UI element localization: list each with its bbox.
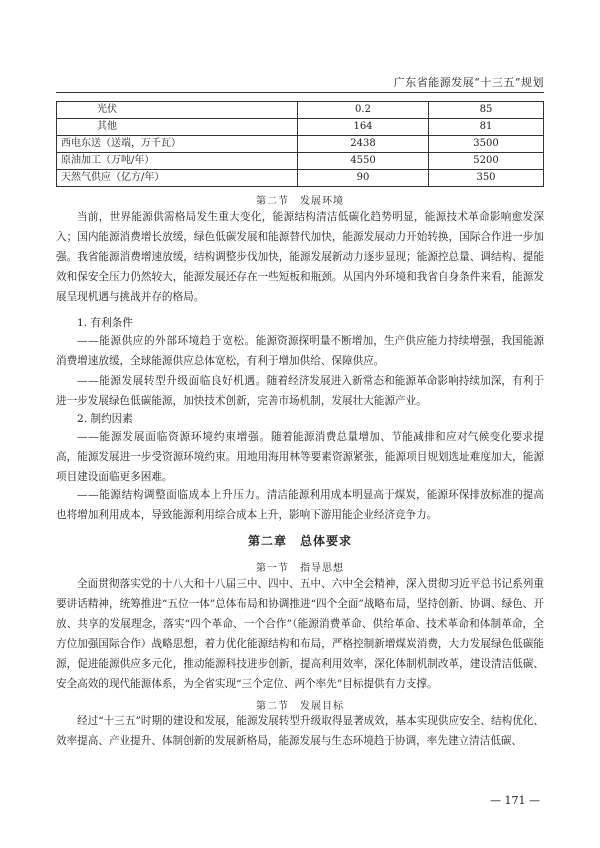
table-row: [57, 136, 544, 153]
paragraph-body: 随着能源消费总量增加、节能减排和应对气候变化要求提高，能源发展进一步受资源环境约束。用地用海用林等要素资源紧张，能源项目规划选址难度加大，能源项目建设面临更多困难。: [56, 431, 545, 483]
chapter-heading-overall-requirements: 第二章 总体要求: [247, 534, 352, 548]
section-heading-guiding-thought: 第一节 指导思想: [256, 563, 344, 574]
table-row: [57, 119, 544, 136]
subheading-constraints: 2. 制约因素: [77, 413, 133, 425]
table-cell-value-b: 5200: [429, 153, 544, 170]
paragraph-environment-intro: 当前，世界能源供需格局发生重大变化，能源结构清洁低碳化趋势明显，能源技术革命影响愈发深入；国内能源消费增长放缓，绿色低碳发展和能源替代加快，能源发展动力开始转换，国际合作进一步加强。我省能源消费增速放缓，结构调整步伐加快，能源发展新动力逐步显现；能源控总量、调结构、提能效和保安全压力仍然较大，能源发展还存在一些短板和瓶颈。从国内外环境和我省自身条件来看，能源发展呈现机遇与挑战并存的格局。: [56, 211, 544, 303]
section-heading-development-goals: 第二节 发展目标: [256, 701, 344, 712]
subheading-favorable-conditions: 1. 有利条件: [77, 317, 133, 329]
table-cell-name: 光伏: [57, 102, 298, 119]
table-cell-value-a: 0.2: [298, 102, 429, 119]
paragraph-body: 能源资源探明量不断增加，生产供应能力持续增强，我国能源消费增速放缓，全球能源供应总体宽松，有利于增加供给、保障供应。: [56, 335, 545, 367]
paragraph-lead: ——能源发展面临资源环境约束增强。: [77, 431, 272, 443]
paragraph-favorable-1: [56, 331, 544, 371]
paragraph-guiding-thought: 全面贯彻落实党的十八大和十八届三中、四中、五中、六中全会精神，深入贯彻习近平总书记系列重要讲话精神，统筹推进“五位一体”总体布局和协调推进“四个全面”战略布局，坚持创新、协调、绿色、开放、共享的发展理念，落实“四个革命、一个合作”（能源消费革命、供给革命、技术革命和体制革命，全方位加强国际合作）战略思想，着力优化能源结构和布局，严格控制新增煤炭消费，大力发展绿色低碳能源，促进能源供应多元化，推动能源科技进步创新，提高利用效率，深化体制机制改革，建设清洁低碳、安全高效的现代能源体系，为全省实现“三个定位、两个率先”目标提供有力支撑。: [56, 578, 544, 690]
table-cell-name: 西电东送（送端，万千瓦）: [57, 136, 298, 153]
table-cell-name: 天然气供应（亿方/年）: [57, 170, 298, 187]
section-heading-development-environment: 第二节 发展环境: [256, 196, 344, 207]
paragraph-development-goals: 经过“十三五”时期的建设和发展，能源发展转型升级取得显著成效，基本实现供应安全、结构优化、效率提高、产业提升、体制创新的发展新格局，能源发展与生态环境趋于协调，率先建立清洁低碳、: [56, 715, 544, 747]
paragraph-lead: ——能源结构调整面临成本上升压力。: [77, 489, 267, 501]
table-row: [57, 170, 544, 187]
paragraph-favorable-2: [56, 371, 544, 411]
paragraph-constraint-1: [56, 427, 544, 487]
table-cell-value-a: 4550: [298, 153, 429, 170]
table-cell-value-b: 85: [429, 102, 544, 119]
paragraph-lead: ——能源供应的外部环境趋于宽松。: [77, 335, 256, 347]
paragraph-body: 清洁能源利用成本明显高于煤炭，能源环保排放标准的提高也将增加利用成本，导致能源利用综合成本上升，影响下游用能企业经济竞争力。: [56, 489, 545, 521]
table-cell-value-a: 164: [298, 119, 429, 136]
table-cell-value-b: 81: [429, 119, 544, 136]
page-number: — 171 —: [490, 794, 540, 807]
table-row: [57, 153, 544, 170]
table-cell-value-a: 90: [298, 170, 429, 187]
table-body: [57, 102, 544, 187]
paragraph-lead: ——能源发展转型升级面临良好机遇。: [77, 375, 267, 387]
table-cell-name: 其他: [57, 119, 298, 136]
paragraph-constraint-2: [56, 485, 544, 525]
table-cell-value-a: 2438: [298, 136, 429, 153]
header-rule: [56, 92, 544, 93]
running-header-title: 广东省能源发展“十三五”规划: [393, 76, 544, 89]
table-cell-value-b: 3500: [429, 136, 544, 153]
table-row: [57, 102, 544, 119]
paragraph-body: 随着经济发展进入新常态和能源革命影响持续加深，有利于进一步发展绿色低碳能源，加快技术创新，完善市场机制，发展壮大能源产业。: [56, 375, 545, 407]
energy-indicator-table: [56, 101, 544, 187]
table-cell-value-b: 350: [429, 170, 544, 187]
table-cell-name: 原油加工（万吨/年）: [57, 153, 298, 170]
